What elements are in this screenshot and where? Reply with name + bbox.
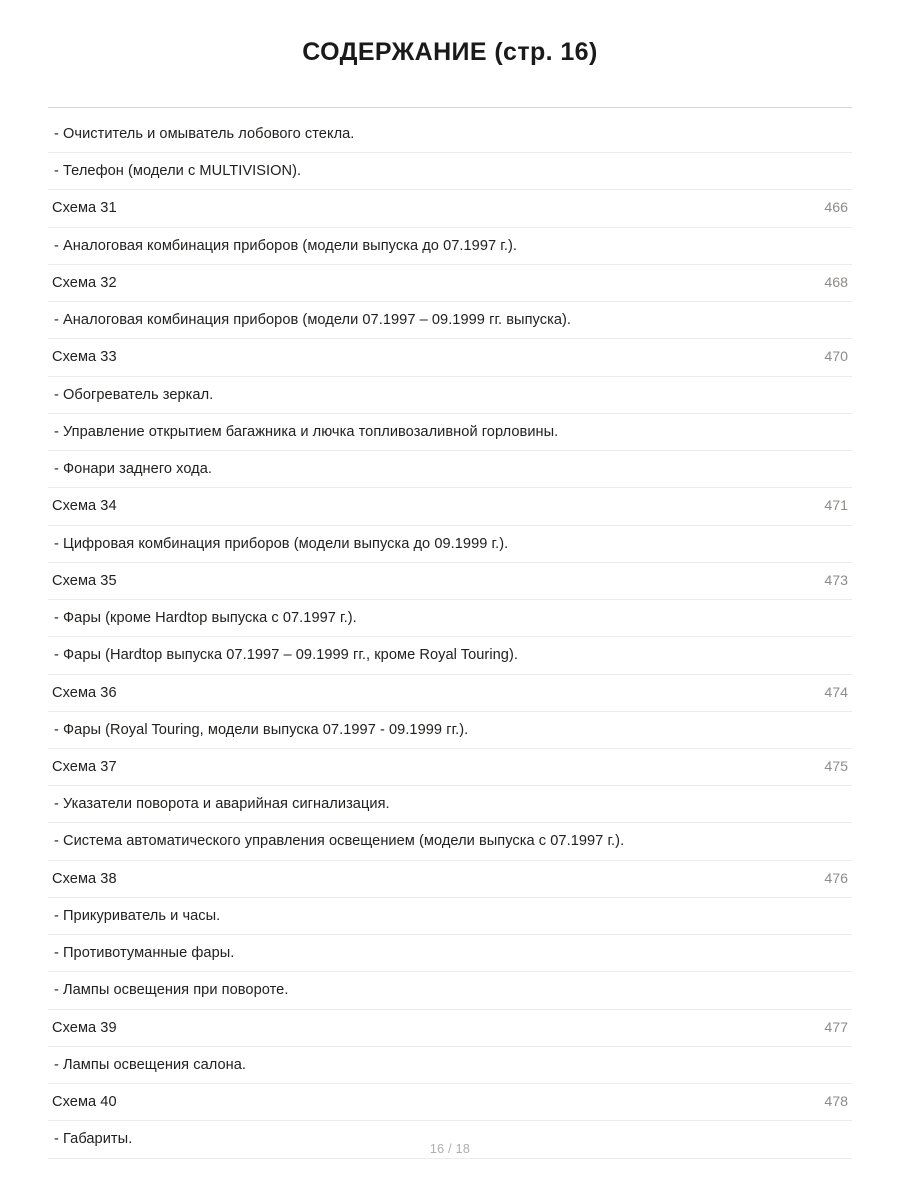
toc-row[interactable] — [48, 1047, 852, 1084]
toc-row[interactable] — [48, 1010, 852, 1047]
toc-row[interactable] — [48, 1084, 852, 1121]
toc-page-number: 475 — [824, 758, 848, 775]
toc-subitem-label: - Аналоговая комбинация приборов (модели 07.1997 – 09.1999 гг. выпуска). — [54, 312, 572, 329]
toc-subitem-label: - Аналоговая комбинация приборов (модели выпуска до 07.1997 г.). — [54, 237, 517, 254]
toc-row[interactable] — [48, 823, 852, 860]
toc-subitem-label: - Фонари заднего хода. — [54, 461, 213, 478]
toc-subitem-label: - Система автоматического управления освещением (модели выпуска с 07.1997 г.). — [54, 833, 625, 850]
toc-entry-label: Схема 37 — [52, 758, 117, 775]
toc-row[interactable] — [48, 190, 852, 227]
toc-subitem-label: - Лампы освещения при повороте. — [54, 982, 289, 999]
toc-page-number: 476 — [824, 870, 848, 887]
toc-row[interactable] — [48, 265, 852, 302]
toc-entry-label: Схема 40 — [52, 1094, 117, 1111]
toc-entry-label: Схема 32 — [52, 274, 117, 291]
toc-row[interactable] — [48, 712, 852, 749]
toc-row[interactable] — [48, 972, 852, 1009]
toc-entry-label: Схема 38 — [52, 870, 117, 887]
toc-subitem-label: - Цифровая комбинация приборов (модели выпуска до 09.1999 г.). — [54, 535, 509, 552]
toc-subitem-label: - Лампы освещения салона. — [54, 1056, 247, 1073]
toc-entry-label: Схема 36 — [52, 684, 117, 701]
toc-subitem-label: - Противотуманные фары. — [54, 945, 235, 962]
toc-entry-label: Схема 39 — [52, 1019, 117, 1036]
toc-subitem-label: - Указатели поворота и аварийная сигнализация. — [54, 796, 390, 813]
toc-row[interactable] — [48, 898, 852, 935]
table-of-contents — [48, 116, 852, 1159]
toc-page-number: 470 — [824, 349, 848, 366]
toc-row[interactable] — [48, 786, 852, 823]
toc-page-number: 474 — [824, 684, 848, 701]
toc-row[interactable] — [48, 377, 852, 414]
toc-entry-label: Схема 35 — [52, 572, 117, 589]
toc-row[interactable] — [48, 488, 852, 525]
toc-subitem-label: - Очиститель и омыватель лобового стекла. — [54, 126, 355, 142]
toc-row[interactable] — [48, 414, 852, 451]
toc-row[interactable] — [48, 526, 852, 563]
toc-row[interactable] — [48, 563, 852, 600]
toc-subitem-label: - Фары (Hardtop выпуска 07.1997 – 09.1999 гг., кроме Royal Touring). — [54, 647, 518, 664]
toc-row[interactable] — [48, 675, 852, 712]
toc-row[interactable] — [48, 749, 852, 786]
toc-row[interactable] — [48, 935, 852, 972]
toc-page-number: 478 — [824, 1094, 848, 1111]
toc-entry-label: Схема 34 — [52, 498, 117, 515]
toc-row[interactable] — [48, 116, 852, 153]
toc-row[interactable] — [48, 600, 852, 637]
toc-subitem-label: - Управление открытием багажника и лючка топливозаливной горловины. — [54, 423, 559, 440]
toc-row[interactable] — [48, 861, 852, 898]
toc-page-number: 466 — [824, 200, 848, 217]
toc-row[interactable] — [48, 228, 852, 265]
toc-row[interactable] — [48, 153, 852, 190]
toc-entry-label: Схема 33 — [52, 349, 117, 366]
toc-subitem-label: - Габариты. — [54, 1131, 133, 1148]
toc-row[interactable] — [48, 302, 852, 339]
title-divider — [48, 107, 852, 108]
toc-subitem-label: - Обогреватель зеркал. — [54, 386, 214, 403]
toc-subitem-label: - Телефон (модели с MULTIVISION). — [54, 163, 302, 180]
toc-entry-label: Схема 31 — [52, 200, 117, 217]
page-footer: 16 / 18 — [429, 1142, 471, 1156]
toc-page-number: 473 — [824, 572, 848, 589]
toc-page-number: 477 — [824, 1019, 848, 1036]
toc-page-number: 468 — [824, 274, 848, 291]
toc-subitem-label: - Фары (Royal Touring, модели выпуска 07.1997 - 09.1999 гг.). — [54, 721, 469, 738]
toc-row[interactable] — [48, 339, 852, 376]
toc-subitem-label: - Фары (кроме Hardtop выпуска с 07.1997 г.). — [54, 610, 357, 627]
toc-page-number: 471 — [824, 498, 848, 515]
toc-row[interactable] — [48, 451, 852, 488]
page-title: СОДЕРЖАНИЕ (стр. 16) — [302, 38, 598, 66]
toc-row[interactable] — [48, 637, 852, 674]
toc-subitem-label: - Прикуриватель и часы. — [54, 907, 221, 924]
